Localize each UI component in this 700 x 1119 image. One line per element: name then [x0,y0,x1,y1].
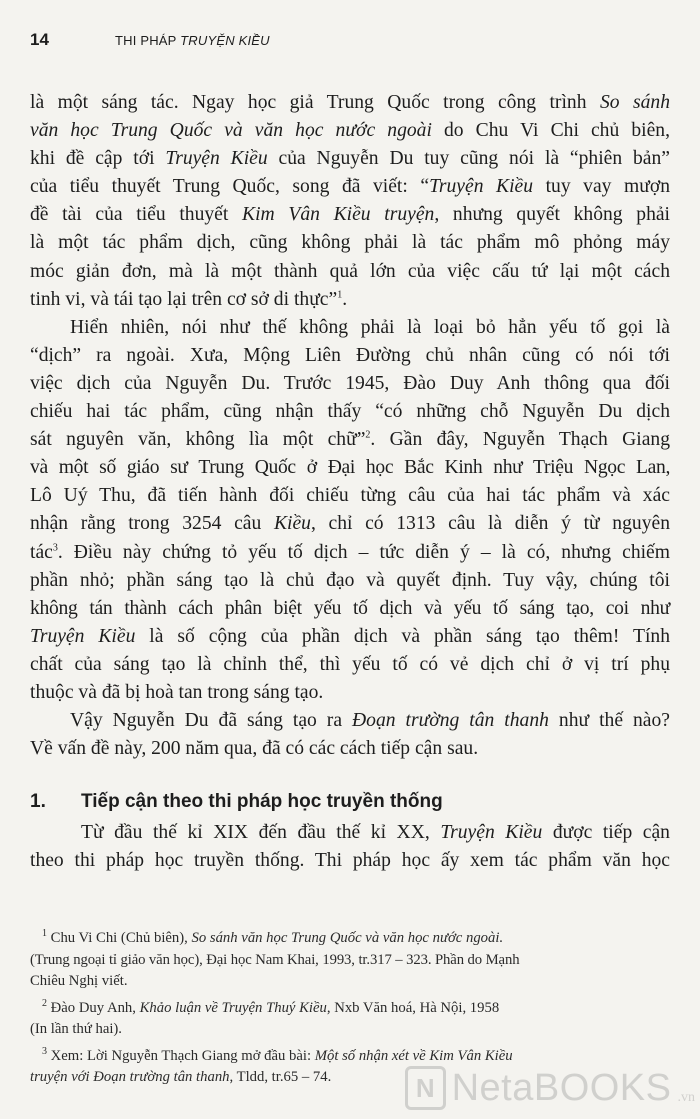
text-line: là một tác phẩm dịch, cũng không phải là tác phẩm mô phỏng máy [30,232,670,254]
footnote-ref-3[interactable]: 3 [52,541,58,553]
text-line: phần nhỏ; phần sáng tạo là chủ đạo và quyết định. Tuy vậy, chúng tôi [30,569,670,591]
text-line: Lô Uý Thu, đã tiến hành đối chiếu từng câu của hai tác phẩm và xác [30,485,670,507]
text-line: chất của sáng tạo là chỉnh thể, thì yếu tố có vẻ dịch chỉ ở vị trí phụ [30,653,670,675]
text-line: Từ đầu thế kỉ XIX đến đầu thế kỉ XX, Truyện Kiều được tiếp cận [81,822,670,843]
text-line: của tiểu thuyết Trung Quốc, song đã viết: “Truyện Kiều tuy vay mượn [30,176,671,198]
text-line: là một sáng tác. Ngay học giả Trung Quốc trong công trình So sánh [30,92,670,113]
text-line: không tán thành cách phân biệt yếu tố dịch và yếu tố sáng tạo, coi như [30,597,670,619]
footnote-1: $^1$ Chu Vi Chi (Chủ biên), So sánh văn học Trung Quốc và văn học nước ngoài. (Trung ngoại tỉ giảo văn học), Đại học Nam Khai, 1993, tr.317 – 323. Phần do Mạnh Chiêu Nghị viết. [30,928,520,989]
footnote-ref-2[interactable]: 2 [365,429,371,441]
paragraph-3 [30,707,670,763]
page-number: 14 [30,30,49,49]
running-header [30,30,270,54]
text-line: Truyện Kiều là số cộng của phần dịch và phần sáng tạo thêm! Tính [30,625,670,647]
text-line: đề tài của tiểu thuyết Kim Vân Kiều truyện, nhưng quyết không phải [30,204,671,226]
text-line: tinh vi, và tái tạo lại trên cơ sở di thực”$^1$. [30,288,348,310]
watermark-suffix: .vn [677,1090,695,1105]
text-line: văn học Trung Quốc và văn học nước ngoài do Chu Vi Chi chủ biên, [30,120,670,142]
text-line: khi đề cập tới Truyện Kiều của Nguyễn Du tuy cũng nói là “phiên bản” [30,148,670,170]
section-title: Tiếp cận theo thi pháp học truyền thống [81,791,443,812]
text-line: và một số giáo sư Trung Quốc ở Đại học Bắc Kinh như Triệu Ngọc Lan, [30,457,670,479]
footnote-2: $^2$ Đào Duy Anh, Khảo luận về Truyện Thuý Kiều, Nxb Văn hoá, Hà Nội, 1958 (In lần thứ hai). [30,997,500,1037]
running-title [115,33,270,48]
text-line: chiếu hai tác phẩm, cũng nhận thấy “có những chỗ Nguyễn Du dịch [30,401,670,423]
section-heading [30,791,670,813]
text-line: sát nguyên văn, không lìa một chữ”$^2$. Gần đây, Nguyễn Thạch Giang [30,429,670,451]
section-number: 1. [30,791,46,812]
watermark-text: NetaBOOKS [451,1066,672,1109]
text-line: việc dịch của Nguyễn Du. Trước 1945, Đào Duy Anh thông qua đối [30,372,670,394]
text-line: theo thi pháp học truyền thống. Thi pháp học ấy xem tác phẩm văn học [30,850,670,872]
paragraph-1 [30,89,670,314]
paragraph-4 [30,819,670,875]
text-line: Về vấn đề này, 200 năm qua, đã có các cách tiếp cận sau. [30,738,479,760]
text-line: thuộc và đã bị hoà tan trong sáng tạo. [30,681,324,703]
text-line: tác$^3$. Điều này chứng tỏ yếu tố dịch – tức diễn ý – là có, nhưng chiếm [30,541,670,563]
main-text [30,89,670,763]
running-title-italic: TRUYỆN KIỀU [180,33,270,48]
netabooks-watermark [405,1062,695,1114]
footnote-3: $^3$ Xem: Lời Nguyễn Thạch Giang mở đầu bài: Một số nhận xét về Kim Vân Kiều truyện với Đoạn trường tân thanh, Tldd, tr.65 – 74. [30,1045,513,1085]
running-title-plain: THI PHÁP [115,33,181,48]
netabooks-logo-icon: N [405,1066,446,1110]
text-line: móc giản đơn, mà là một thành quả lớn của việc cấu tứ lại một cách [30,260,670,282]
text-line: “dịch” ra ngoài. Xưa, Mộng Liên Đường chủ nhân cũng có nói tới [30,344,670,366]
text-line: Vậy Nguyễn Du đã sáng tạo ra Đoạn trường tân thanh như thế nào? [70,710,670,732]
text-line: nhận rằng trong 3254 câu Kiều, chỉ có 1313 câu là diễn ý từ nguyên [30,513,670,535]
footnote-ref-1[interactable]: 1 [337,289,343,301]
paragraph-2 [30,314,670,707]
text-line: Hiển nhiên, nói như thế không phải là loại bỏ hẳn yếu tố gọi là [70,316,670,338]
